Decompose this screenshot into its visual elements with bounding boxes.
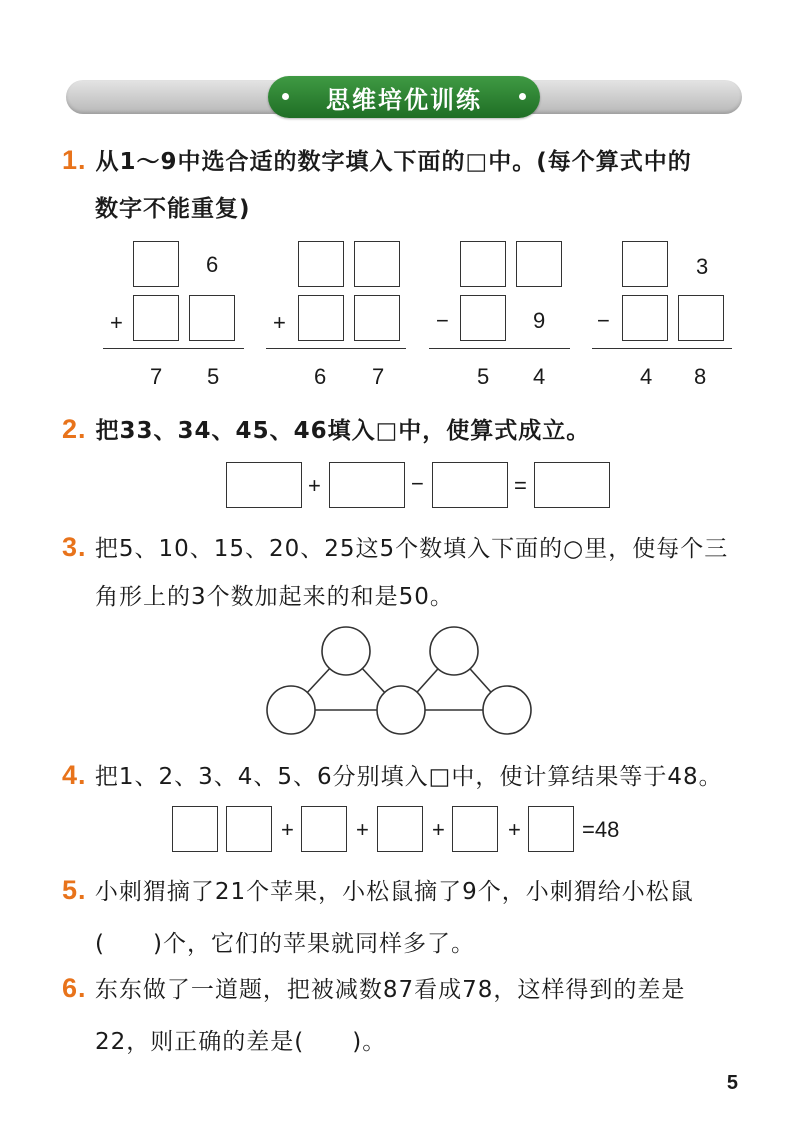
answer-box[interactable] [452, 806, 498, 852]
question-text: 数字不能重复) [95, 196, 251, 222]
operator: − [411, 471, 424, 496]
section-title: 思维培优训练 [326, 85, 482, 114]
question-text: 把33、34、45、46填入□中，使算式成立。 [95, 418, 591, 444]
answer-circle[interactable] [483, 686, 531, 734]
digit: 3 [696, 254, 709, 279]
answer-box[interactable] [377, 806, 423, 852]
result-digit: 5 [477, 364, 490, 389]
question-text: 小刺猬摘了21个苹果，小松鼠摘了9个，小刺猬给小松鼠 [94, 879, 694, 905]
equation-result: =48 [582, 817, 620, 842]
operator: + [281, 817, 294, 842]
operator: = [514, 473, 527, 498]
answer-circle[interactable] [430, 627, 478, 675]
question-5 [62, 873, 694, 906]
answer-circle[interactable] [322, 627, 370, 675]
question-number: 1. [62, 145, 87, 175]
result-digit: 7 [150, 364, 163, 389]
question-number: 2. [62, 414, 87, 444]
question-number: 6. [62, 973, 87, 1003]
question-text: 东东做了一道题，把被减数87看成78，这样得到的差是 [94, 977, 686, 1003]
result-digit: 6 [314, 364, 327, 389]
operator: + [273, 310, 286, 335]
question-number: 4. [62, 760, 87, 790]
answer-box[interactable] [226, 806, 272, 852]
digit: 6 [206, 252, 219, 277]
result-digit: 8 [694, 364, 707, 389]
operator: + [356, 817, 369, 842]
result-digit: 4 [533, 364, 546, 389]
page-number: 5 [726, 1072, 738, 1094]
result-digit: 7 [372, 364, 385, 389]
question-text: 22，则正确的差是( )。 [95, 1029, 387, 1055]
operator: + [508, 817, 521, 842]
operator: + [308, 473, 321, 498]
question-text: 角形上的3个数加起来的和是50。 [95, 584, 454, 610]
answer-circle[interactable] [267, 686, 315, 734]
operator: − [436, 308, 449, 333]
answer-box[interactable] [301, 806, 347, 852]
answer-circle[interactable] [377, 686, 425, 734]
operator: + [432, 817, 445, 842]
question-text: 把5、10、15、20、25这5个数填入下面的○里，使每个三 [94, 536, 729, 562]
question-text: 从1～9中选合适的数字填入下面的□中。(每个算式中的 [95, 149, 692, 175]
question-text: ( )个，它们的苹果就同样多了。 [95, 931, 475, 957]
operator: + [110, 310, 123, 335]
operator: − [597, 308, 610, 333]
result-digit: 5 [207, 364, 220, 389]
result-digit: 4 [640, 364, 653, 389]
question-number: 5. [62, 875, 87, 905]
answer-box[interactable] [172, 806, 218, 852]
question-4 [62, 758, 723, 791]
digit: 9 [533, 308, 546, 333]
question-text: 把1、2、3、4、5、6分别填入□中，使计算结果等于48。 [94, 764, 723, 790]
answer-box[interactable] [528, 806, 574, 852]
question-6 [62, 971, 685, 1004]
question-number: 3. [62, 532, 87, 562]
